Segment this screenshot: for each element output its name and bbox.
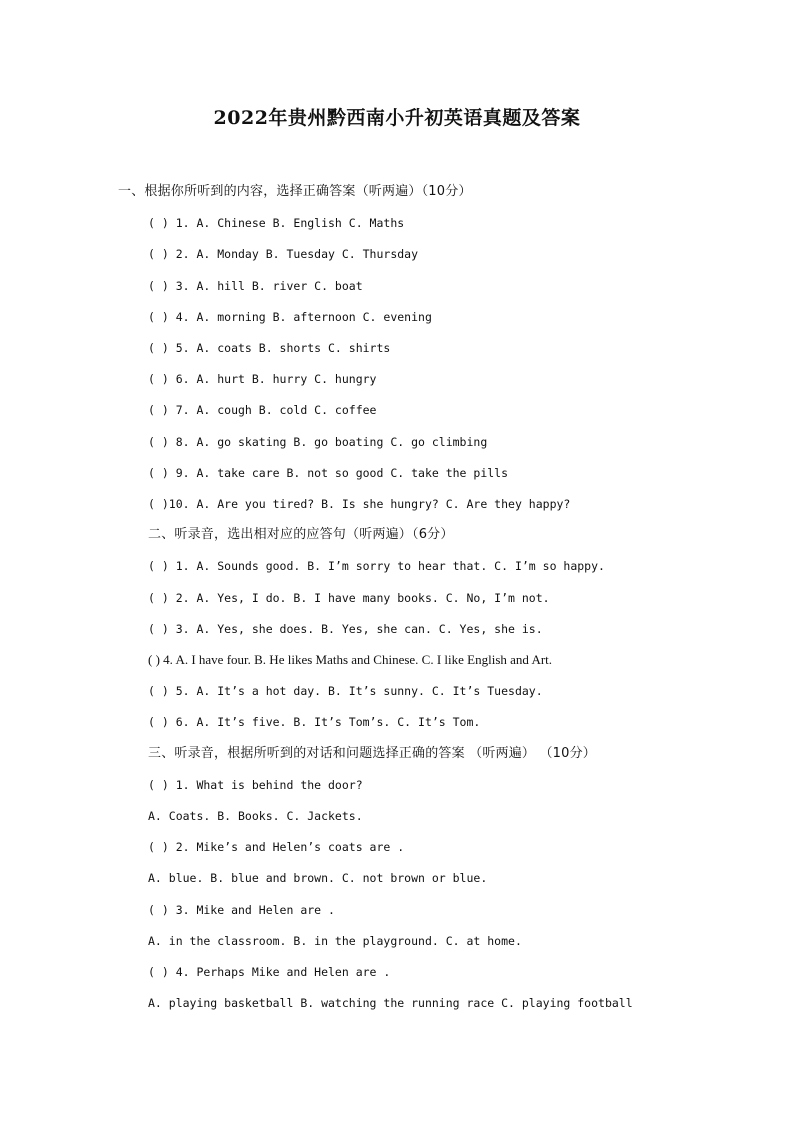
- question-line: ( ) 2. A. Yes, I do. B. I have many books. C. No, I’m not.: [148, 591, 550, 605]
- question-line: ( ) 6. A. hurt B. hurry C. hungry: [148, 372, 377, 386]
- question-line: ( ) 3. Mike and Helen are .: [148, 903, 335, 917]
- question-line: ( ) 2. Mike’s and Helen’s coats are .: [148, 840, 405, 854]
- question-line: ( ) 4. A. morning B. afternoon C. evening: [148, 310, 432, 324]
- question-line: ( ) 5. A. coats B. shorts C. shirts: [148, 341, 391, 355]
- question-line: ( )10. A. Are you tired? B. Is she hungry? C. Are they happy?: [148, 497, 571, 511]
- question-line: ( ) 3. A. Yes, she does. B. Yes, she can. C. Yes, she is.: [148, 622, 543, 636]
- question-line: A. playing basketball B. watching the running race C. playing football: [148, 996, 633, 1010]
- question-line: ( ) 4. Perhaps Mike and Helen are .: [148, 965, 391, 979]
- question-line: ( ) 8. A. go skating B. go boating C. go climbing: [148, 435, 488, 449]
- question-line: A. blue. B. blue and brown. C. not brown or blue.: [148, 871, 488, 885]
- question-line: ( ) 5. A. It’s a hot day. B. It’s sunny. C. It’s Tuesday.: [148, 684, 543, 698]
- question-line: ( ) 7. A. cough B. cold C. coffee: [148, 403, 377, 417]
- question-line: A. Coats. B. Books. C. Jackets.: [148, 809, 363, 823]
- question-line: ( ) 1. A. Sounds good. B. I’m sorry to hear that. C. I’m so happy.: [148, 559, 605, 573]
- document-title: 2022年贵州黔西南小升初英语真题及答案: [213, 107, 581, 129]
- section-heading: 三、听录音，根据所听到的对话和问题选择正确的答案 （听两遍） （10分）: [148, 746, 597, 761]
- question-line: ( ) 9. A. take care B. not so good C. take the pills: [148, 466, 509, 480]
- question-line: ( ) 3. A. hill B. river C. boat: [148, 279, 363, 293]
- question-line: ( ) 4. A. I have four. B. He likes Maths and Chinese. C. I like English and Art.: [148, 652, 553, 667]
- section-heading: 一、根据你所听到的内容，选择正确答案（听两遍）（10分）: [118, 184, 472, 199]
- question-line: ( ) 1. What is behind the door?: [148, 778, 363, 792]
- question-line: ( ) 6. A. It’s five. B. It’s Tom’s. C. It’s Tom.: [148, 715, 481, 729]
- section-heading: 二、听录音，选出相对应的应答句（听两遍）（6分）: [148, 527, 454, 542]
- question-line: ( ) 2. A. Monday B. Tuesday C. Thursday: [148, 247, 419, 261]
- question-line: ( ) 1. A. Chinese B. English C. Maths: [148, 216, 405, 230]
- question-line: A. in the classroom. B. in the playground. C. at home.: [148, 934, 522, 948]
